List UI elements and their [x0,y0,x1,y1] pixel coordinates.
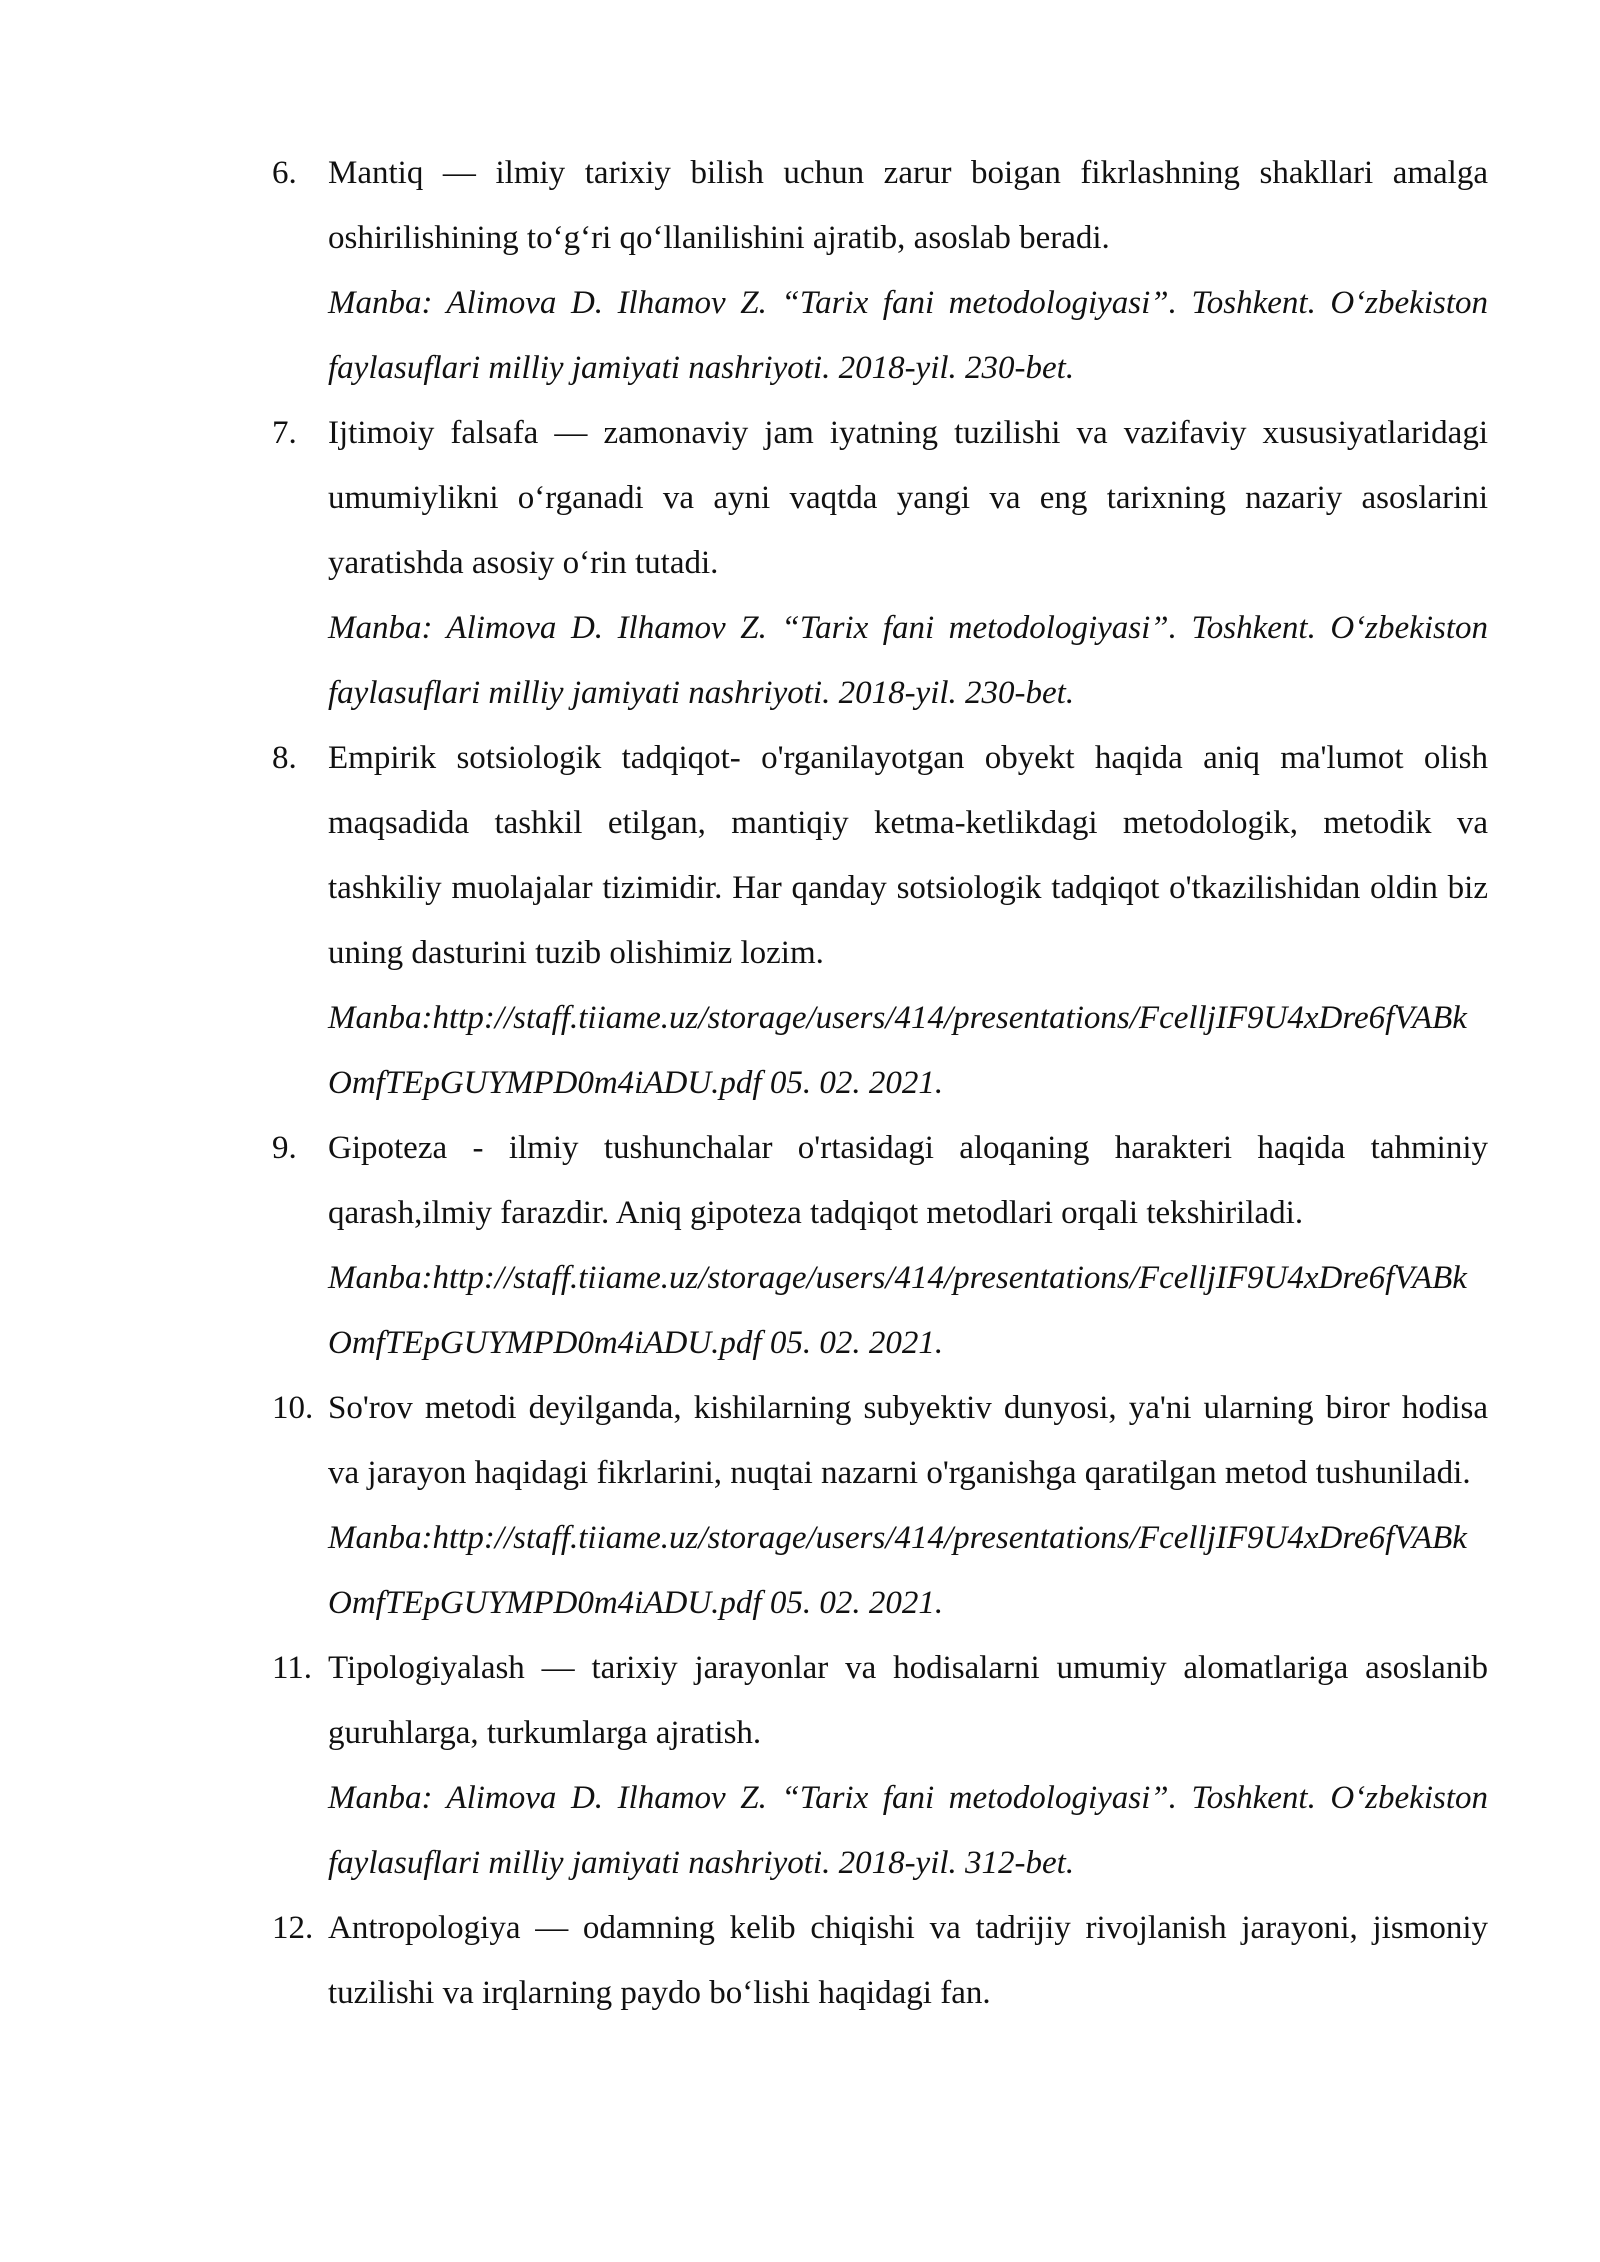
item-number: 8. [272,740,297,776]
list-item [272,141,1488,401]
glossary-list [272,141,1488,2026]
source-citation: Manba:http://staff.tiiame.uz/storage/users/414/presentations/FcelljIF9U4xDre6fVABkOmfTEpGUYMPD0m4iADU.pdf 05. 02. 2021. [328,1520,1467,1621]
definition-text: So'rov metodi deyilganda, kishilarning subyektiv dunyosi, ya'ni ularning biror hodisa va jarayon haqidagi fikrlarini, nuqtai nazarni o'rganishga qaratilgan metod tushuniladi. [328,1390,1488,1491]
definition-text: Tipologiyalash — tarixiy jarayonlar va hodisalarni umumiy alomatlariga asoslanib guruhlarga, turkumlarga ajratish. [328,1650,1488,1751]
list-item [272,1896,1488,2026]
source-citation: Manba:http://staff.tiiame.uz/storage/users/414/presentations/FcelljIF9U4xDre6fVABkOmfTEpGUYMPD0m4iADU.pdf 05. 02. 2021. [328,1260,1467,1361]
definition-text: Gipoteza - ilmiy tushunchalar o'rtasidagi aloqaning harakteri haqida tahminiy qarash,ilmiy farazdir. Aniq gipoteza tadqiqot metodlari orqali tekshiriladi. [328,1130,1488,1231]
list-item [272,1116,1488,1376]
source-citation: Manba:http://staff.tiiame.uz/storage/users/414/presentations/FcelljIF9U4xDre6fVABkOmfTEpGUYMPD0m4iADU.pdf 05. 02. 2021. [328,1000,1467,1101]
definition-text: Ijtimoiy falsafa — zamonaviy jam iyatning tuzilishi va vazifaviy xususiyatlaridagi umumiylikni o‘rganadi va ayni vaqtda yangi va eng tarixning nazariy asoslarini yaratishda asosiy o‘rin tutadi. [328,415,1488,581]
definition-text: Empirik sotsiologik tadqiqot- o'rganilayotgan obyekt haqida aniq ma'lumot olish maqsadida tashkil etilgan, mantiqiy ketma-ketlikdagi metodologik, metodik va tashkiliy muolajalar tizimidir. Har qanday sotsiologik tadqiqot o'tkazilishidan oldin biz uning dasturini tuzib olishimiz lozim. [328,740,1488,971]
item-number: 7. [272,415,297,451]
list-item [272,1636,1488,1896]
item-number: 11. [272,1650,313,1686]
list-item [272,401,1488,726]
definition-text: Antropologiya — odamning kelib chiqishi va tadrijiy rivojlanish jarayoni, jismoniy tuzilishi va irqlarning paydo bo‘lishi haqidagi fan. [328,1910,1488,2011]
list-item [272,1376,1488,1636]
source-citation: Manba: Alimova D. Ilhamov Z. “Tarix fani metodologiyasi”. Toshkent. O‘zbekiston faylasuflari milliy jamiyati nashriyoti. 2018-yil. 230-bet. [328,610,1488,711]
item-number: 9. [272,1130,297,1166]
list-item [272,726,1488,1116]
definition-text: Mantiq — ilmiy tarixiy bilish uchun zarur boigan fikrlashning shakllari amalga oshirilishining to‘g‘ri qo‘llanilishini ajratib, asoslab beradi. [328,155,1488,256]
source-citation: Manba: Alimova D. Ilhamov Z. “Tarix fani metodologiyasi”. Toshkent. O‘zbekiston faylasuflari milliy jamiyati nashriyoti. 2018-yil. 230-bet. [328,285,1488,386]
item-number: 6. [272,155,297,191]
source-citation: Manba: Alimova D. Ilhamov Z. “Tarix fani metodologiyasi”. Toshkent. O‘zbekiston faylasuflari milliy jamiyati nashriyoti. 2018-yil. 312-bet. [328,1780,1488,1881]
item-number: 12. [272,1910,314,1946]
item-number: 10. [272,1390,314,1426]
